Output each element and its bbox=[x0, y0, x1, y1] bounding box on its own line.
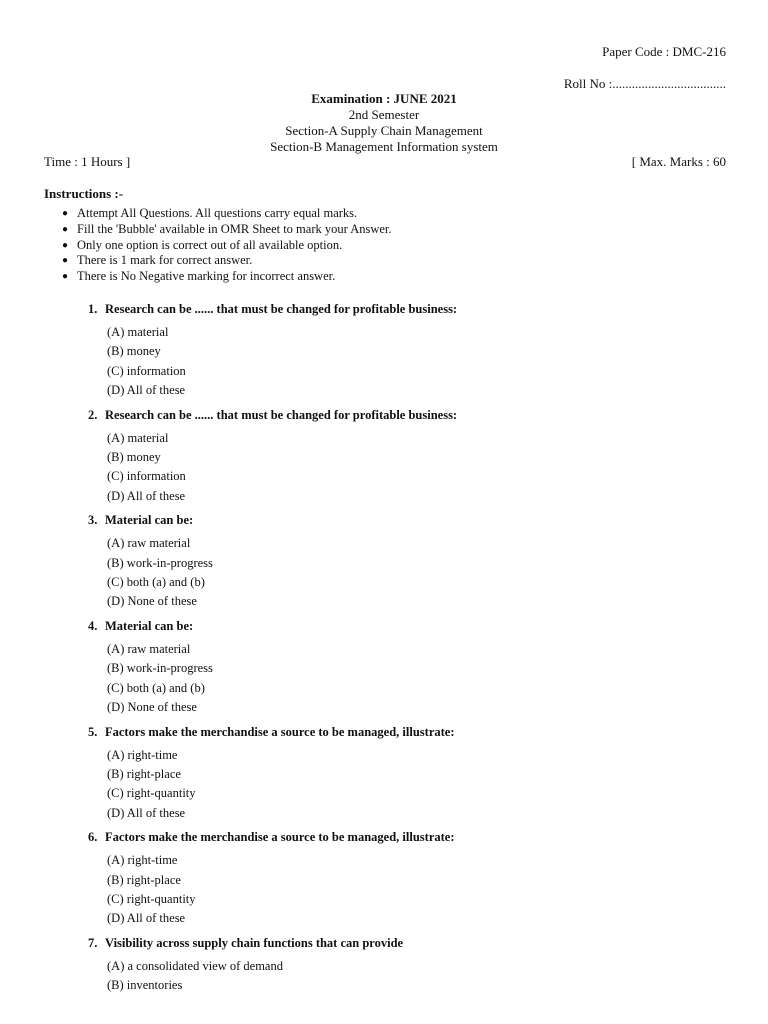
option-b: (B) money bbox=[107, 344, 161, 359]
option-b: (B) right-place bbox=[107, 767, 181, 782]
option-d: (D) All of these bbox=[107, 911, 186, 926]
option-a: (A) material bbox=[107, 325, 169, 339]
question-heading bbox=[88, 618, 728, 635]
question-heading bbox=[88, 724, 728, 741]
option-d: (D) None of these bbox=[107, 699, 197, 714]
question-5 bbox=[88, 724, 728, 823]
option-c: (C) right-quantity bbox=[107, 892, 196, 907]
question-number: 6. bbox=[88, 830, 98, 845]
question-number: 4. bbox=[88, 619, 98, 634]
question-text: Factors make the merchandise a source to be managed, illustrate: bbox=[105, 724, 455, 739]
option-list bbox=[88, 534, 728, 611]
option-a: (A) material bbox=[107, 430, 169, 445]
bullet-icon: ● bbox=[62, 255, 69, 267]
instructions-title: Instructions :- bbox=[44, 186, 124, 201]
section-a-label: Section-A Supply Chain Management bbox=[285, 123, 483, 138]
time-marks-row bbox=[44, 154, 726, 170]
option-list bbox=[88, 851, 728, 928]
question-number: 3. bbox=[88, 513, 98, 528]
question-text: Research can be ...... that must be changed for profitable business: bbox=[105, 302, 458, 316]
option-d: (D) All of these bbox=[107, 382, 186, 397]
question-number: 7. bbox=[88, 936, 98, 951]
question-1 bbox=[88, 301, 728, 400]
option-a: (A) right-time bbox=[107, 747, 178, 762]
option-c: (C) right-quantity bbox=[107, 786, 196, 801]
option-list bbox=[88, 429, 728, 506]
question-4 bbox=[88, 618, 728, 717]
option-a: (A) a consolidated view of demand bbox=[107, 959, 283, 974]
option-list bbox=[88, 640, 728, 717]
question-text: Research can be ...... that must be changed for profitable business: bbox=[105, 407, 458, 422]
question-3 bbox=[88, 512, 728, 611]
option-c: (C) both (a) and (b) bbox=[107, 574, 205, 589]
instruction-item: ● There is No Negative marking for incorrect answer. bbox=[62, 269, 336, 284]
question-heading bbox=[88, 407, 728, 424]
option-d: (D) None of these bbox=[107, 594, 197, 609]
instruction-item: ● There is 1 mark for correct answer. bbox=[62, 253, 253, 268]
exam-title: Examination : JUNE 2021 bbox=[311, 91, 457, 106]
question-heading bbox=[88, 829, 728, 846]
question-heading bbox=[88, 512, 728, 529]
option-b: (B) money bbox=[107, 449, 161, 464]
bullet-icon: ● bbox=[62, 208, 69, 219]
question-text: Visibility across supply chain functions that can provide bbox=[105, 936, 404, 951]
instructions-list bbox=[62, 206, 392, 285]
option-c: (C) both (a) and (b) bbox=[107, 680, 205, 695]
option-b: (B) right-place bbox=[107, 872, 181, 887]
instruction-item: ● Only one option is correct out of all available option. bbox=[62, 237, 343, 252]
paper-code: Paper Code : DMC-216 bbox=[602, 44, 726, 59]
question-6 bbox=[88, 829, 728, 928]
section-b-label: Section-B Management Information system bbox=[270, 139, 498, 154]
question-text: Material can be: bbox=[105, 513, 194, 528]
question-7 bbox=[88, 935, 728, 996]
roll-number-field: Roll No :................................... bbox=[563, 76, 726, 91]
option-a: (A) right-time bbox=[107, 853, 178, 868]
bullet-icon: ● bbox=[62, 223, 69, 235]
option-b: (B) inventories bbox=[107, 978, 183, 993]
option-list bbox=[88, 746, 728, 823]
option-a: (A) raw material bbox=[107, 536, 191, 551]
question-list bbox=[88, 301, 728, 1002]
option-d: (D) All of these bbox=[107, 488, 186, 503]
question-number: 2. bbox=[88, 407, 98, 422]
question-2 bbox=[88, 407, 728, 506]
instruction-item: ● Attempt All Questions. All questions carry equal marks. bbox=[62, 206, 358, 220]
question-text: Factors make the merchandise a source to be managed, illustrate: bbox=[105, 830, 455, 845]
question-number: 1. bbox=[88, 302, 98, 316]
option-d: (D) All of these bbox=[107, 805, 186, 820]
question-heading bbox=[88, 935, 728, 952]
bullet-icon: ● bbox=[62, 239, 69, 251]
time-label: Time : 1 Hours ] bbox=[44, 154, 131, 169]
option-c: (C) information bbox=[107, 469, 186, 484]
question-heading bbox=[88, 301, 728, 318]
instruction-item: ● Fill the 'Bubble' available in OMR Sheet to mark your Answer. bbox=[62, 221, 392, 236]
option-list bbox=[88, 323, 728, 400]
option-c: (C) information bbox=[107, 363, 186, 378]
option-b: (B) work-in-progress bbox=[107, 661, 213, 676]
question-text: Material can be: bbox=[105, 619, 194, 634]
question-number: 5. bbox=[88, 724, 98, 739]
max-marks-label: [ Max. Marks : 60 bbox=[631, 154, 726, 169]
exam-header bbox=[0, 91, 768, 155]
option-b: (B) work-in-progress bbox=[107, 555, 213, 570]
bullet-icon: ● bbox=[62, 271, 69, 283]
option-list bbox=[88, 957, 728, 996]
semester-label: 2nd Semester bbox=[348, 107, 420, 122]
option-a: (A) raw material bbox=[107, 642, 191, 657]
